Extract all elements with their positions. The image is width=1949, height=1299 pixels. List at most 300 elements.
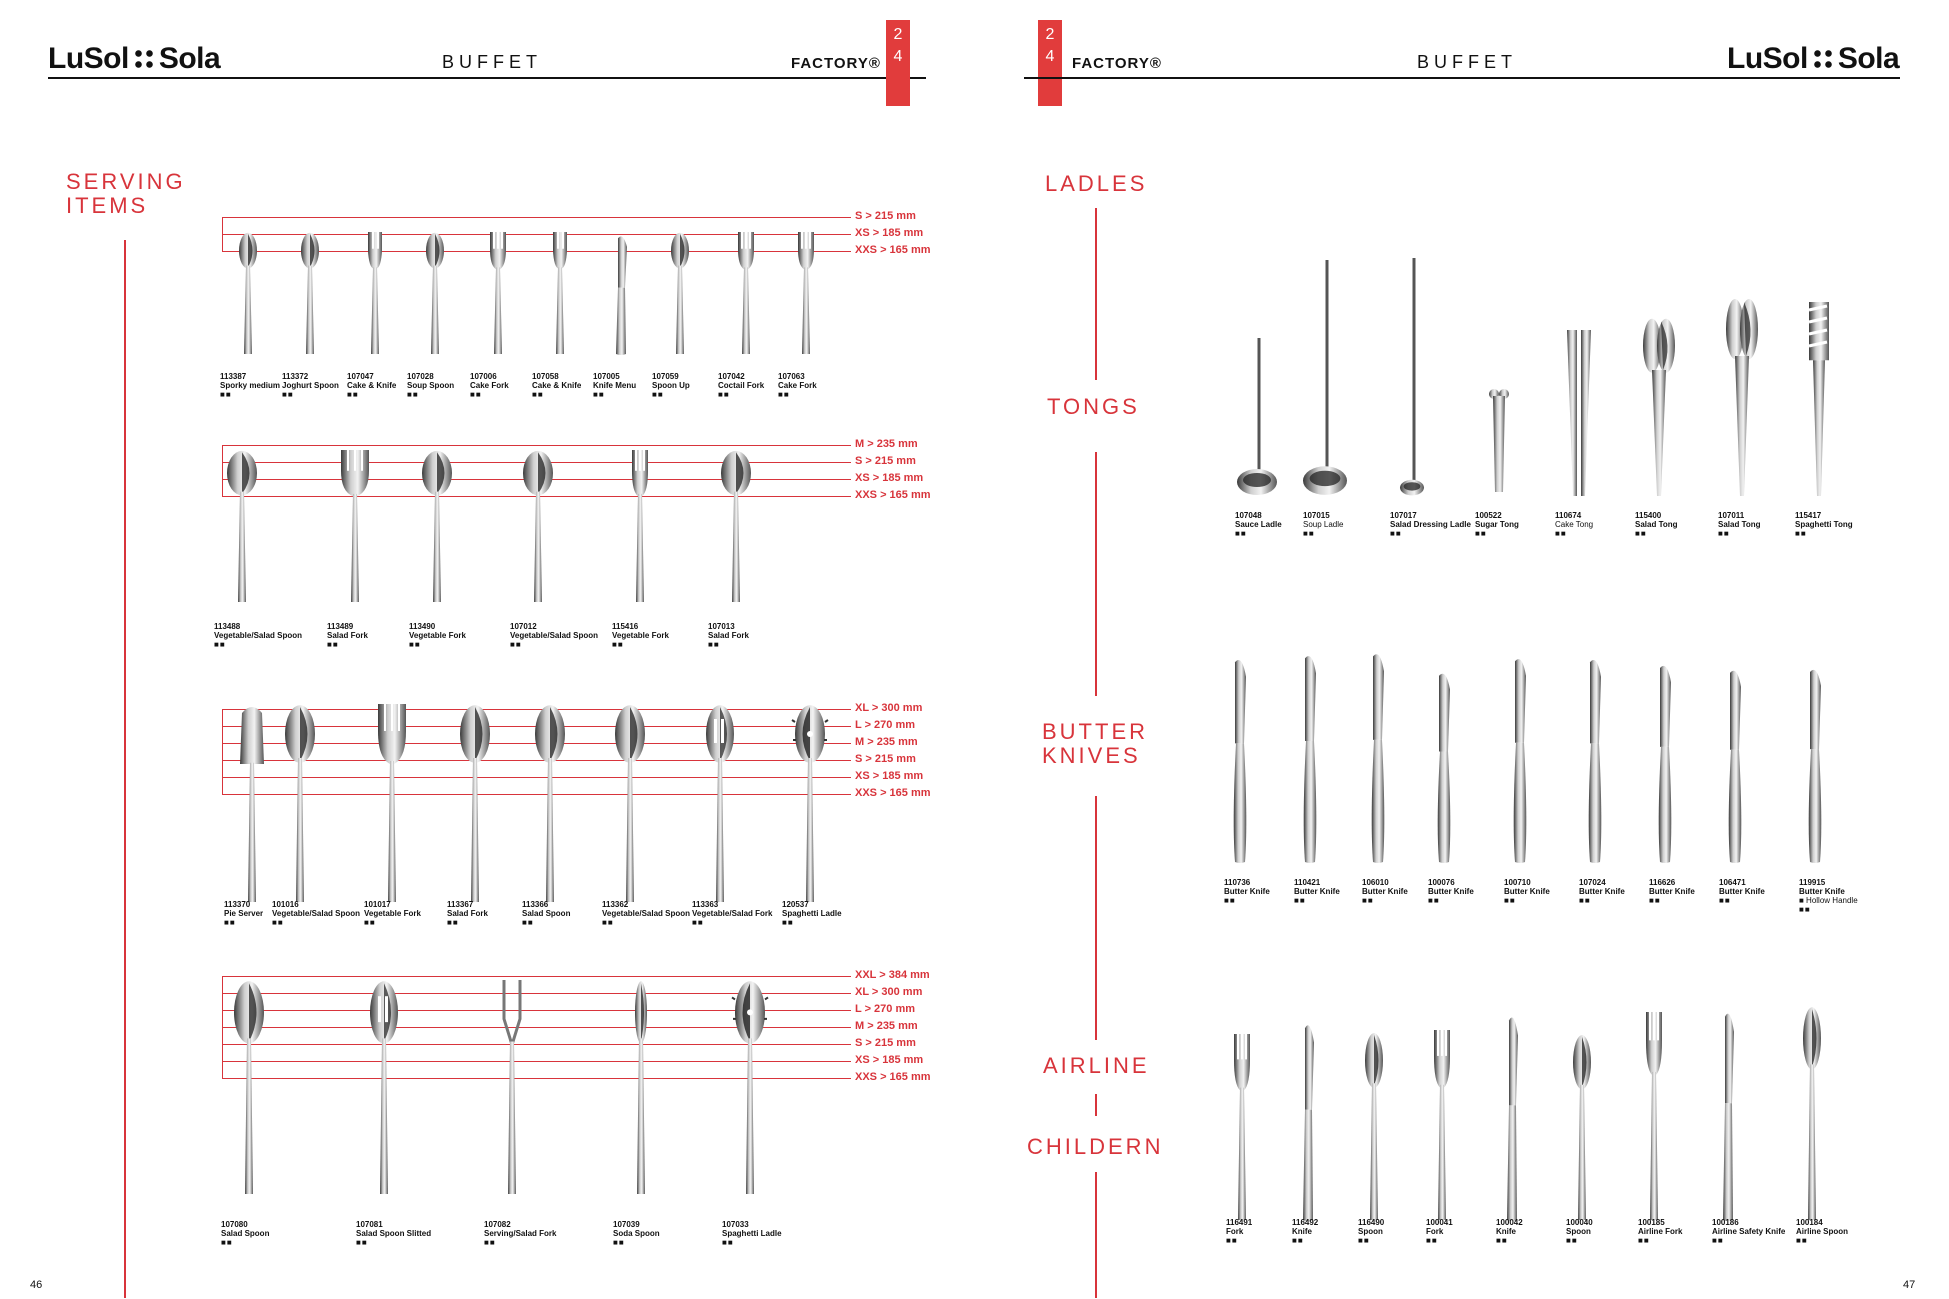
product-code: 116492 [1292,1218,1319,1227]
product-name: Knife Menu [593,381,637,390]
utensil-slotted-icon [700,704,740,909]
divider-children [1095,1172,1097,1298]
butter-knife-icon [1795,666,1835,869]
product-label [221,1220,269,1247]
product-name: Salad Fork [708,631,749,640]
size-line [222,217,851,218]
size-bracket [222,709,223,794]
product-label [532,372,581,399]
product-label [1719,878,1765,905]
product-label [364,900,421,927]
product-code: 113367 [447,900,474,909]
dishwasher-icon: ■■ [1292,1236,1304,1245]
product-label [1390,511,1471,538]
dishwasher-icon: ■■ [1719,896,1731,905]
product-label [1235,511,1282,538]
product-name: Salad Spoon Slitted [356,1229,432,1238]
product-label [1294,878,1340,905]
size-label: M > 235 mm [855,438,918,450]
product-code: 110674 [1555,511,1582,520]
logo-dots-icon [1812,48,1834,70]
product-label [282,372,339,399]
product-label [522,900,570,927]
size-label: S > 215 mm [855,455,916,467]
header-title-right: BUFFET [1417,52,1517,72]
dishwasher-icon: ■■ [782,918,794,927]
product-code: 116490 [1358,1218,1385,1227]
airline-fork-icon [1420,1030,1464,1227]
product-label [1638,1218,1682,1245]
product-name: Airline Fork [1638,1227,1683,1236]
product-name: Sugar Tong [1475,520,1519,529]
product-name: Airline Safety Knife [1712,1227,1786,1236]
product-label [1428,878,1474,905]
product-label [718,372,764,399]
product-label [1712,1218,1785,1245]
dishwasher-icon: ■■ [1475,529,1487,538]
product-code: 107080 [221,1220,248,1229]
section-airline: AIRLINE [1043,1053,1150,1078]
section-title-line: BUTTER [1042,719,1148,744]
product-label [782,900,842,927]
dishwasher-icon: ■■ [1426,1236,1438,1245]
utensil-saladfork-icon [335,450,375,609]
dishwasher-icon: ■■ [1362,896,1374,905]
chapter-tab-right [1038,20,1062,106]
utensil-soda-icon [621,980,661,1201]
product-code: 100184 [1796,1218,1823,1227]
utensil-spoonup-icon [660,232,700,361]
product-name: Butter Knife [1362,887,1408,896]
header-title-left: BUFFET [442,52,542,72]
butter-knife-icon [1715,667,1755,869]
product-code: 116491 [1226,1218,1253,1227]
chapter-tab-left [886,20,910,106]
product-label [484,1220,556,1247]
dishwasher-icon: ■■ [1579,896,1591,905]
dishwasher-icon: ■■ [593,390,605,399]
divider-ladles [1095,208,1097,380]
dishwasher-icon: ■■ [1504,896,1516,905]
product-name: Butter Knife [1579,887,1625,896]
product-name: Knife [1292,1227,1312,1236]
product-label [1566,1218,1593,1245]
product-label [1496,1218,1523,1245]
product-name: Soda Spoon [613,1229,660,1238]
utensil-spaghetti-icon [790,704,830,909]
dishwasher-icon: ■■ [692,918,704,927]
product-label [612,622,669,649]
product-label [1504,878,1550,905]
dishwasher-icon: ■■ [407,390,419,399]
dishwasher-icon: ■■ [1390,529,1402,538]
utensil-carving-icon [492,980,532,1201]
dishwasher-icon: ■■ [612,640,624,649]
dishwasher-icon: ■■ [1428,896,1440,905]
utensil-spoon-icon [415,232,455,361]
product-code: 107063 [778,372,805,381]
product-code: 110736 [1224,878,1251,887]
divider-airline [1095,1094,1097,1116]
product-name: Salad Spoon [522,909,571,918]
product-name: Soup Ladle [1303,520,1344,529]
utensil-saladfork-icon [372,704,412,909]
dishwasher-icon: ■■ [1635,529,1647,538]
product-label [1358,1218,1384,1245]
product-code: 107047 [347,372,374,381]
brand-logo-left [48,42,220,76]
product-label [1475,511,1519,538]
product-name: Salad Tong [1635,520,1678,529]
ladle-tong-smallladle-icon [1390,258,1438,501]
product-code: 107017 [1390,511,1417,520]
dishwasher-icon: ■■ [1712,1236,1724,1245]
product-code: 107081 [356,1220,383,1229]
dishwasher-icon: ■■ [613,1238,625,1247]
header-rule-right [1024,77,1900,79]
butter-knife-icon [1424,670,1464,869]
utensil-spaghetti-icon [730,980,770,1201]
product-label [327,622,368,649]
utensil-bigspoon-icon [280,704,320,909]
utensil-fork-icon [478,232,518,361]
dishwasher-icon: ■■ [220,390,232,399]
product-label [409,622,466,649]
dishwasher-icon: ■■ [1226,1236,1238,1245]
product-code: 113489 [327,622,354,631]
section-title-line: SERVING [66,169,186,194]
size-label: XS > 185 mm [855,770,924,782]
product-code: 100076 [1428,878,1455,887]
airline-spoon-icon [1790,1006,1834,1227]
dishwasher-icon: ■■ [1496,1236,1508,1245]
product-name: Butter Knife [1799,887,1845,896]
dishwasher-icon: ■■ [356,1238,368,1247]
airline-knife-icon [1490,1010,1534,1227]
size-line [222,445,851,446]
product-code: 107011 [1718,511,1745,520]
page-number-right: 47 [1903,1279,1916,1291]
size-line [222,976,851,977]
product-label [602,900,690,927]
product-code: 101017 [364,900,391,909]
product-name: Sporky medium [220,381,281,390]
product-name: Vegetable/Salad Spoon [272,909,361,918]
product-code: 100041 [1426,1218,1453,1227]
size-label: S > 215 mm [855,210,916,222]
dishwasher-icon: ■■ [652,390,664,399]
dishwasher-icon: ■■ [214,640,226,649]
product-label [510,622,598,649]
product-label [214,622,302,649]
product-code: 115417 [1795,511,1822,520]
product-label [1555,511,1593,538]
product-name: Salad Dressing Ladle [1390,520,1471,529]
size-label: M > 235 mm [855,736,918,748]
product-label [272,900,360,927]
product-label [708,622,749,649]
product-code: 113387 [220,372,247,381]
series-name-right: FACTORY® [1072,55,1162,72]
product-label [1224,878,1270,905]
dishwasher-icon: ■■ [364,918,376,927]
product-name: Serving/Salad Fork [484,1229,557,1238]
dishwasher-icon: ■■ [1235,529,1247,538]
product-name: Cake & Knife [532,381,582,390]
ladle-tong-caketong-icon [1555,330,1603,501]
size-label: M > 235 mm [855,1020,918,1032]
utensil-slotted-icon [364,980,404,1201]
butter-knife-icon [1220,656,1260,869]
dishwasher-icon: ■■ [1566,1236,1578,1245]
brand-name-2: Sola [1837,42,1900,75]
brand-name: LuSol [48,42,129,75]
dishwasher-icon: ■■ [1358,1236,1370,1245]
product-label [220,372,280,399]
brand-name-2: Sola [158,42,221,75]
dishwasher-icon: ■■ [522,918,534,927]
ladle-tong-saladtong-icon [1635,316,1683,501]
product-code: 113366 [522,900,549,909]
product-name: Knife [1496,1227,1516,1236]
product-label [778,372,817,399]
size-label: XXL > 384 mm [855,969,930,981]
product-label [1795,511,1853,538]
product-code: 115400 [1635,511,1662,520]
product-label [1362,878,1408,905]
serving-divider [124,240,126,1298]
utensil-fork-icon [726,232,766,361]
ladle-tong-saladtong-icon [1718,296,1766,501]
section-title-line: KNIVES [1042,743,1141,768]
product-label [1226,1218,1252,1245]
product-code: 113363 [692,900,719,909]
product-code: 107012 [510,622,537,631]
product-name: Vegetable/Salad Spoon [602,909,691,918]
size-label: XXS > 165 mm [855,244,931,256]
airline-fork-icon [1220,1034,1264,1227]
airline-knife-icon [1286,1018,1330,1227]
logo-dots-icon [133,48,155,70]
size-bracket [222,976,223,1078]
utensil-bigspoon-icon [610,704,650,909]
product-name: Vegetable/Salad Fork [692,909,773,918]
airline-spoon-icon [1352,1032,1396,1227]
product-code: 106010 [1362,878,1389,887]
product-name: Butter Knife [1719,887,1765,896]
dishwasher-icon: ■■ [1294,896,1306,905]
ladle-tong-bigladle-icon [1303,260,1351,501]
product-code: 107028 [407,372,434,381]
section-children: CHILDERN [1027,1134,1164,1159]
utensil-bigspoon-icon [417,450,457,609]
product-name: Sauce Ladle [1235,520,1282,529]
section-tongs: TONGS [1047,394,1140,419]
product-label [1718,511,1761,538]
airline-fork-icon [1632,1012,1676,1227]
butter-knife-icon [1358,650,1398,869]
product-code: 107013 [708,622,735,631]
dishwasher-icon: ■■ [1638,1236,1650,1245]
product-code: 107033 [722,1220,749,1229]
size-label: XS > 185 mm [855,227,924,239]
dishwasher-icon: ■■ [282,390,294,399]
product-code: 113362 [602,900,629,909]
dishwasher-icon: ■■ [409,640,421,649]
product-extra: ■ Hollow Handle [1799,896,1858,905]
product-label [652,372,690,399]
product-label [1426,1218,1453,1245]
product-name: Fork [1226,1227,1244,1236]
divider-butter [1095,796,1097,1040]
product-name: Butter Knife [1428,887,1474,896]
dishwasher-icon: ■■ [722,1238,734,1247]
product-code: 100040 [1566,1218,1593,1227]
product-label [1303,511,1343,538]
ladle-tong-sugartong-icon [1475,388,1523,501]
dishwasher-icon: ■■ [718,390,730,399]
product-code: 107058 [532,372,559,381]
product-name: Cake Fork [778,381,817,390]
dishwasher-icon: ■■ [447,918,459,927]
chapter-digit: 4 [1045,48,1055,65]
airline-knife-icon [1706,1006,1750,1227]
dishwasher-icon: ■■ [224,918,236,927]
product-name: Vegetable Fork [409,631,466,640]
product-name: Spaghetti Ladle [722,1229,782,1238]
chapter-digit: 2 [893,26,903,43]
product-label [1635,511,1678,538]
product-code: 100522 [1475,511,1502,520]
product-code: 110421 [1294,878,1321,887]
product-code: 107015 [1303,511,1330,520]
product-label [1796,1218,1848,1245]
brand-name: LuSol [1727,42,1808,75]
product-code: 113370 [224,900,251,909]
product-code: 100042 [1496,1218,1523,1227]
dishwasher-icon: ■■ [484,1238,496,1247]
product-code: 113488 [214,622,241,631]
dishwasher-icon: ■■ [602,918,614,927]
dishwasher-icon: ■■ [1796,1236,1808,1245]
section-title-line: ITEMS [66,193,149,218]
product-name: Cake Fork [470,381,509,390]
section-serving-items [66,170,186,218]
dishwasher-icon: ■■ [1303,529,1315,538]
utensil-bigspoon-icon [455,704,495,909]
dishwasher-icon: ■■ [510,640,522,649]
size-bracket [222,217,223,251]
product-name: Spoon Up [652,381,690,390]
series-name-left: FACTORY® [791,55,881,72]
product-name: Salad Spoon [221,1229,270,1238]
product-name: Joghurt Spoon [282,381,339,390]
utensil-bigspoon-icon [229,980,269,1201]
product-label [224,900,263,927]
product-label [470,372,509,399]
product-label [692,900,772,927]
product-name: Spoon [1358,1227,1383,1236]
section-butter-knives [1042,720,1148,768]
product-code: 107024 [1579,878,1606,887]
dishwasher-icon: ■■ [1718,529,1730,538]
ladle-tong-spagtong-icon [1795,302,1843,501]
product-label [407,372,454,399]
utensil-fork-icon [786,232,826,361]
utensil-bigspoon-icon [530,704,570,909]
dishwasher-icon: ■■ [1224,896,1236,905]
product-name: Vegetable/Salad Spoon [214,631,303,640]
product-name: Fork [1426,1227,1444,1236]
size-label: XS > 185 mm [855,472,924,484]
product-code: 116626 [1649,878,1676,887]
product-name: Cake & Knife [347,381,397,390]
dishwasher-icon: ■■ [221,1238,233,1247]
utensil-bigspoon-icon [518,450,558,609]
size-label: XXS > 165 mm [855,787,931,799]
size-label: XS > 185 mm [855,1054,924,1066]
product-name: Pie Server [224,909,264,918]
product-code: 107082 [484,1220,511,1229]
brand-logo-right [1727,42,1899,76]
product-label [447,900,488,927]
product-code: 113490 [409,622,436,631]
product-name: Vegetable Fork [364,909,421,918]
product-code: 107042 [718,372,745,381]
dishwasher-icon: ■■ [347,390,359,399]
section-ladles: LADLES [1045,171,1148,196]
header-rule-left [48,77,926,79]
product-code: 101016 [272,900,299,909]
dishwasher-icon: ■■ [1795,529,1807,538]
product-label [347,372,396,399]
product-label [356,1220,431,1247]
size-label: XL > 300 mm [855,702,923,714]
page-number-left: 46 [30,1279,43,1291]
ladle-tong-ladle-icon [1235,338,1283,501]
utensil-spoon-icon [290,232,330,361]
product-label [613,1220,660,1247]
product-code: 119915 [1799,878,1826,887]
product-label [1579,878,1625,905]
product-label [1799,878,1858,914]
size-label: L > 270 mm [855,719,916,731]
product-name: Soup Spoon [407,381,455,390]
dishwasher-icon: ■■ [470,390,482,399]
product-name: Salad Fork [327,631,368,640]
utensil-bigspoon-icon [222,450,262,609]
product-name: Salad Tong [1718,520,1761,529]
butter-knife-icon [1575,656,1615,869]
product-code: 107048 [1235,511,1262,520]
dishwasher-icon: ■■ [532,390,544,399]
product-label [1649,878,1695,905]
size-label: S > 215 mm [855,753,916,765]
product-code: 113372 [282,372,309,381]
utensil-cakeknife-icon [540,232,580,361]
product-code: 107039 [613,1220,640,1229]
utensil-fork-icon [620,450,660,609]
size-label: XXS > 165 mm [855,489,931,501]
product-code: 115416 [612,622,639,631]
utensil-pie-icon [232,704,272,909]
product-code: 100186 [1712,1218,1739,1227]
chapter-digit: 4 [893,48,903,65]
utensil-knife-icon [601,232,641,361]
utensil-cakeknife-icon [355,232,395,361]
product-name: Spaghetti Tong [1795,520,1853,529]
butter-knife-icon [1290,652,1330,869]
